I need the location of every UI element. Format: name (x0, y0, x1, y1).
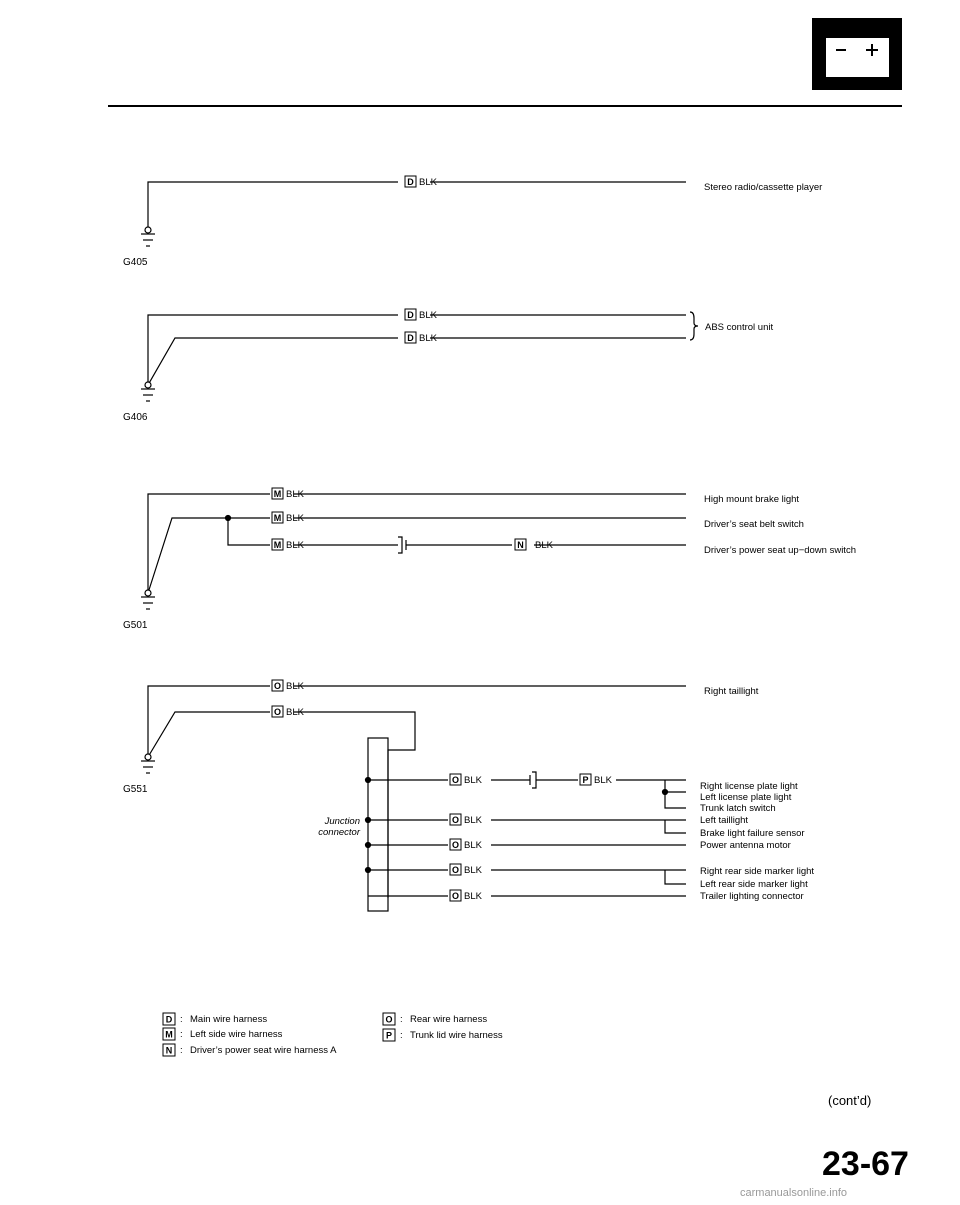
load-label-seat-belt: Driver’s seat belt switch (704, 519, 804, 530)
wire-color-label: BLK (464, 865, 482, 876)
wire-color-label: BLK (535, 540, 553, 551)
legend-trunk-lid-harness: Trunk lid wire harness (410, 1030, 503, 1041)
connector-code: M (273, 540, 282, 550)
load-label-right-marker: Right rear side marker light (700, 866, 815, 877)
battery-icon (812, 18, 902, 90)
wire-color-label: BLK (286, 681, 304, 692)
connector-code: O (451, 775, 460, 785)
ground-label-g501: G501 (123, 620, 148, 631)
g406-circuit (141, 312, 698, 401)
connector-code: N (517, 540, 524, 550)
load-label-right-taillight: Right taillight (704, 686, 759, 697)
wire-color-label: BLK (419, 310, 437, 321)
load-label-high-mount: High mount brake light (704, 494, 800, 505)
wire-color-label: BLK (419, 177, 437, 188)
legend (163, 1013, 503, 1056)
legend-colon: : (180, 1029, 183, 1040)
load-label-abs: ABS control unit (705, 322, 774, 333)
wire-color-label: BLK (464, 891, 482, 902)
load-label-stereo: Stereo radio/cassette player (704, 182, 823, 193)
connector-code: P (582, 775, 589, 785)
legend-rear-harness: Rear wire harness (410, 1014, 488, 1025)
wire-color-label: BLK (464, 840, 482, 851)
connector-code: O (451, 891, 460, 901)
legend-code: N (165, 1045, 173, 1056)
connector-code: O (273, 681, 282, 691)
load-label-right-license: Right license plate light (700, 781, 798, 792)
connector-code: O (451, 815, 460, 825)
legend-colon: : (400, 1030, 403, 1041)
ground-label-g405: G405 (123, 257, 148, 268)
watermark-text: carmanualsonline.info (740, 1187, 848, 1199)
wire-color-label: BLK (594, 775, 612, 786)
connector-code: O (451, 865, 460, 875)
wire-color-label: BLK (419, 333, 437, 344)
page-number: 23-67 (822, 1145, 909, 1183)
junction-connector-label: Junction (324, 816, 360, 827)
legend-colon: : (180, 1045, 183, 1056)
legend-main-harness: Main wire harness (190, 1014, 268, 1025)
legend-code: M (165, 1029, 173, 1040)
connector-code: D (407, 310, 414, 320)
connector-code: D (407, 333, 414, 343)
wire-color-label: BLK (286, 513, 304, 524)
continued-label: (cont’d) (828, 1093, 872, 1108)
wire-color-label: BLK (286, 489, 304, 500)
load-label-left-marker: Left rear side marker light (700, 879, 808, 890)
connector-code: D (407, 177, 414, 187)
load-label-left-license: Left license plate light (700, 792, 792, 803)
connector-code: M (273, 513, 282, 523)
wire-color-label: BLK (464, 775, 482, 786)
load-label-left-taillight: Left taillight (700, 815, 749, 826)
g405-circuit (141, 182, 686, 246)
connector-box-p (580, 774, 591, 785)
load-label-trailer: Trailer lighting connector (700, 891, 804, 902)
ground-label-g551: G551 (123, 784, 148, 795)
legend-colon: : (180, 1014, 183, 1025)
load-label-brake-failure: Brake light failure sensor (700, 828, 805, 839)
legend-power-seat-harness: Driver’s power seat wire harness A (190, 1045, 337, 1056)
load-label-trunk-latch: Trunk latch switch (700, 803, 776, 814)
load-label-antenna: Power antenna motor (700, 840, 791, 851)
connector-code: M (273, 489, 282, 499)
connector-box-m (272, 488, 283, 550)
legend-code: P (385, 1030, 393, 1041)
ground-label-g406: G406 (123, 412, 148, 423)
junction-connector-label: connector (318, 827, 360, 838)
connector-box-d-2 (405, 309, 416, 343)
load-label-power-seat: Driver’s power seat up−down switch (704, 545, 856, 556)
wire-color-label: BLK (286, 707, 304, 718)
legend-code: O (385, 1014, 393, 1025)
connector-box-d (405, 176, 416, 187)
legend-colon: : (400, 1014, 403, 1025)
legend-code: D (165, 1014, 173, 1025)
connector-code: O (451, 840, 460, 850)
g501-circuit (141, 494, 686, 609)
legend-left-side-harness: Left side wire harness (190, 1029, 283, 1040)
connector-box-n (515, 539, 526, 550)
g551-circuit (141, 686, 686, 911)
wire-color-label: BLK (286, 540, 304, 551)
connector-code: O (273, 707, 282, 717)
wire-color-label: BLK (464, 815, 482, 826)
